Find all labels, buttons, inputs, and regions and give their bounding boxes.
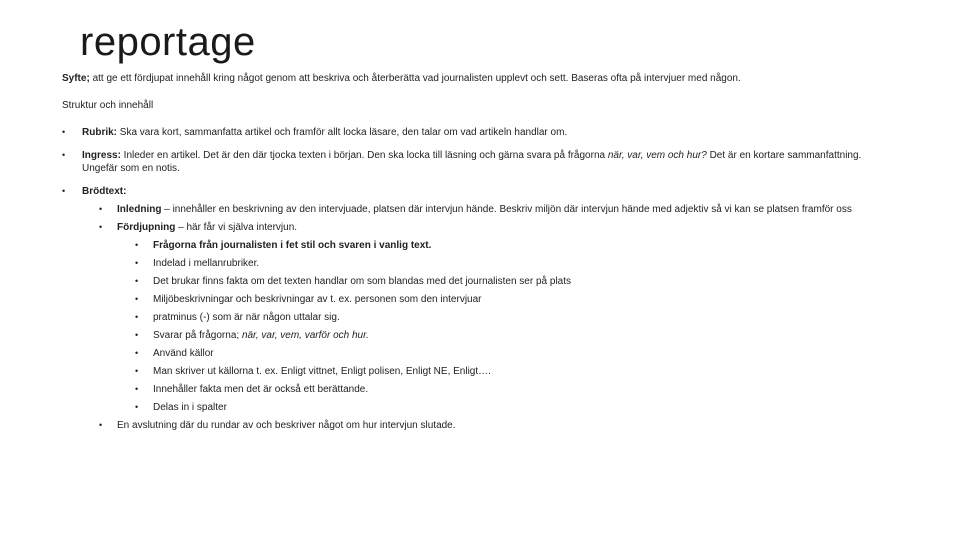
list-item-text: Man skriver ut källorna t. ex. Enligt vittnet, Enligt polisen, Enligt NE, Enligt…. — [153, 366, 491, 377]
list-item-brodtext — [62, 185, 862, 198]
bullet: • — [99, 222, 103, 232]
ingress-italic: när, var, vem och hur? — [607, 150, 707, 161]
bullet: • — [62, 186, 66, 196]
bullet: • — [135, 366, 139, 376]
bullet: • — [62, 150, 66, 160]
list-item-ingress — [62, 149, 862, 175]
list-item-text: Indelad i mellanrubriker. — [153, 258, 260, 269]
list-item-text: Det brukar finns fakta om det texten handlar om som blandas med det journalisten ser på plats — [153, 276, 572, 287]
bullet: • — [135, 276, 139, 286]
list-item-text: Innehåller fakta men det är också ett berättande. — [153, 384, 369, 395]
list-item — [62, 293, 862, 306]
inledning-text: – innehåller en beskrivning av den intervjuade, platsen där intervjun hände. Beskriv miljön där intervjun hände med adjektiv så vi kan se platsen framför oss — [161, 204, 852, 215]
page-title: reportage — [80, 20, 256, 64]
bullet: • — [135, 384, 139, 394]
list-item — [62, 365, 862, 378]
document-body — [62, 72, 862, 437]
list-item-text: Använd källor — [153, 348, 214, 359]
list-item — [62, 257, 862, 270]
brodtext-label: Brödtext: — [82, 186, 127, 197]
list-item-text: Svarar på frågorna; — [153, 330, 242, 341]
bullet: • — [62, 127, 66, 137]
fordjupning-label: Fördjupning — [117, 222, 176, 233]
bullet: • — [135, 330, 139, 340]
inledning-label: Inledning — [117, 204, 162, 215]
list-item — [62, 383, 862, 396]
list-item — [62, 401, 862, 414]
list-item-text: Delas in i spalter — [153, 402, 227, 413]
bullet: • — [135, 402, 139, 412]
purpose-text: att ge ett fördjupat innehåll kring något genom att beskriva och återberätta vad journalisten upplevt och sett. Baseras ofta på intervjuer med någon. — [89, 73, 741, 84]
bullet: • — [135, 294, 139, 304]
list-item-rubrik — [62, 126, 862, 139]
bullet: • — [135, 258, 139, 268]
list-item-text: pratminus (-) som är när någon uttalar sig. — [153, 312, 340, 323]
fordjupning-text: – här får vi själva intervjun. — [175, 222, 298, 233]
list-item — [62, 329, 862, 342]
avslutning-text: En avslutning där du rundar av och beskriver något om hur intervjun slutade. — [117, 420, 456, 431]
list-item — [62, 275, 862, 288]
list-item-text: Miljöbeskrivningar och beskrivningar av t. ex. personen som den intervjuar — [153, 294, 482, 305]
bullet: • — [99, 204, 103, 214]
bullet: • — [135, 312, 139, 322]
structure-heading: Struktur och innehåll — [62, 100, 154, 111]
rubrik-label: Rubrik: — [82, 127, 117, 138]
list-item — [62, 311, 862, 324]
purpose-label: Syfte; — [62, 73, 90, 84]
list-item-avslutning — [62, 419, 862, 432]
list-item-text: Frågorna från journalisten i fet stil och svaren i vanlig text. — [153, 240, 432, 251]
bullet: • — [99, 420, 103, 430]
rubrik-text: Ska vara kort, sammanfatta artikel och framför allt locka läsare, den talar om vad artikeln handlar om. — [117, 127, 568, 138]
ingress-tail: Det är en kortare sammanfattning. Ungefär som en notis. — [82, 150, 862, 174]
purpose-paragraph — [62, 72, 862, 85]
bullet: • — [135, 240, 139, 250]
ingress-label: Ingress: — [82, 150, 121, 161]
list-item — [62, 239, 862, 252]
list-item — [62, 347, 862, 360]
list-item-inledning — [62, 203, 862, 216]
ingress-text: Inleder en artikel. Det är den där tjocka texten i början. Den ska locka till läsning och gärna svara på frågorna — [120, 150, 608, 161]
list-item-fordjupning — [62, 221, 862, 234]
bullet: • — [135, 348, 139, 358]
list-item-italic: när, var, vem, varför och hur. — [241, 330, 369, 341]
